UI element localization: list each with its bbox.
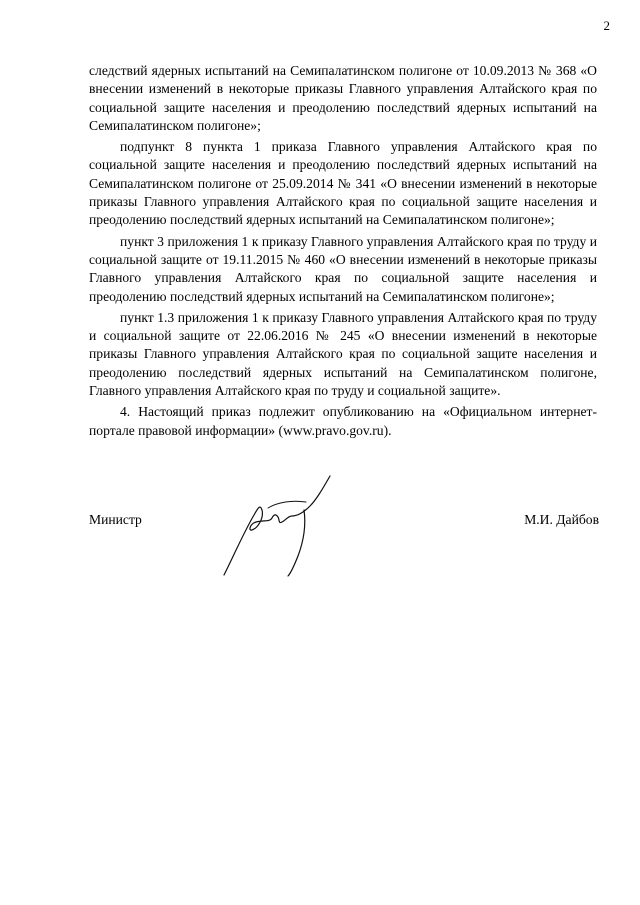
signatory-title: Министр: [89, 512, 142, 527]
paragraph-4: пункт 1.3 приложения 1 к приказу Главного управления Алтайского края по труду и социальной защите от 22.06.2016 № 245 «О внесении изменений в некоторые приказы Главного управления Алтайского края по социальной защите населения и преодолению последствий ядерных испытаний на Семипалатинском полигоне, Главного управления Алтайского края по труду и социальной защите».: [89, 309, 597, 399]
paragraph-2: подпункт 8 пункта 1 приказа Главного управления Алтайского края по социальной защите населения и преодолению последствий ядерных испытаний на Семипалатинском полигоне от 25.09.2014 № 341 «О внесении изменений в некоторые приказы Главного управления Алтайского края по социальной защите населения и преодолению последствий ядерных испытаний на Семипалатинском полигоне»;: [89, 139, 597, 228]
paragraph-3: пункт 3 приложения 1 к приказу Главного управления Алтайского края по труду и социальной защите от 19.11.2015 № 460 «О внесении изменений в некоторые приказы Главного управления Алтайского края по социальной защите населения и преодолению последствий ядерных испытаний на Семипалатинском полигоне»;: [89, 233, 597, 304]
document-body: [89, 62, 597, 443]
handwritten-signature: [220, 470, 350, 580]
signatory-name: М.И. Дайбов: [524, 512, 599, 527]
paragraph-5: 4. Настоящий приказ подлежит опубликованию на «Официальном интернет-портале правовой информации» (www.pravo.gov.ru).: [89, 404, 597, 438]
page-number: 2: [603, 18, 610, 33]
paragraph-1: следствий ядерных испытаний на Семипалатинском полигоне от 10.09.2013 № 368 «О внесении изменений в некоторые приказы Главного управления Алтайского края по социальной защите населения и преодолению последствий ядерных испытаний на Семипалатинском полигоне»;: [89, 63, 597, 133]
